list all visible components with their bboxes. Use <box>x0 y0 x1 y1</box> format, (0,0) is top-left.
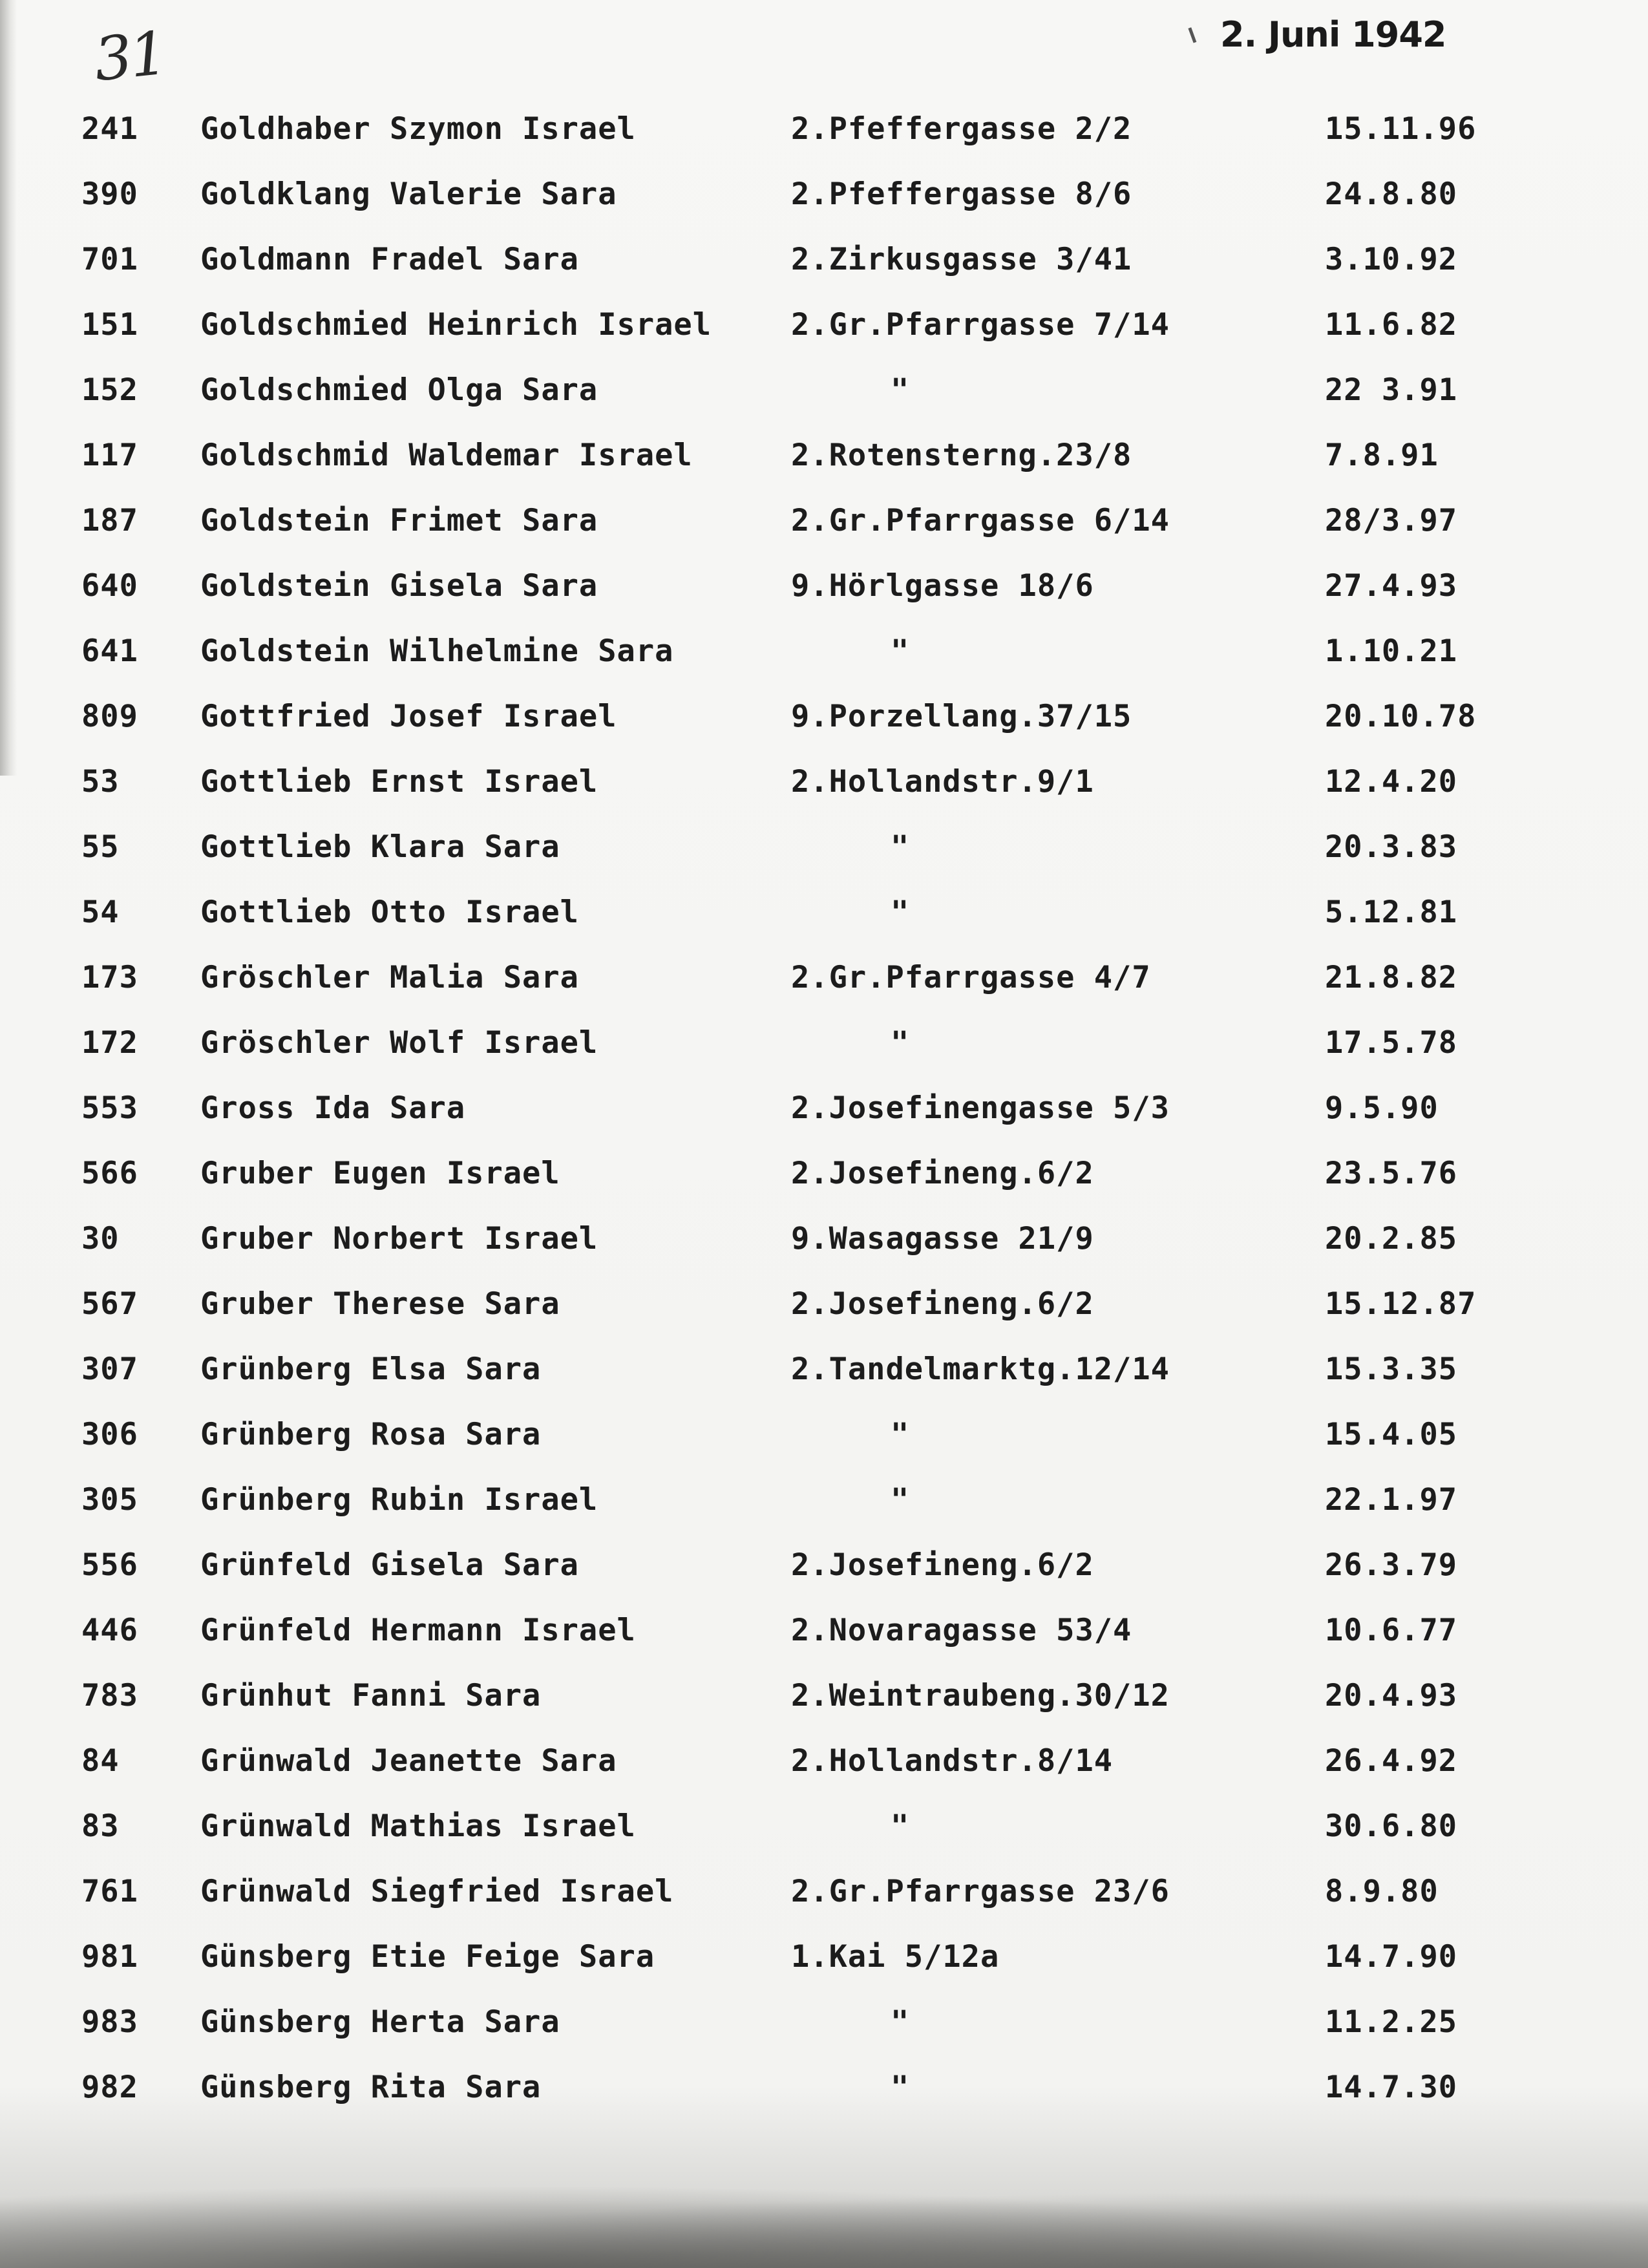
person-name: Goldstein Gisela Sara <box>200 568 598 604</box>
entry-number: 30 <box>81 1221 120 1256</box>
birth-date: 14.7.90 <box>1325 1939 1458 1975</box>
entry-number: 172 <box>81 1025 138 1061</box>
person-name: Gottlieb Ernst Israel <box>200 764 598 800</box>
address: 2.Gr.Pfarrgasse 6/14 <box>791 503 1170 538</box>
entry-number: 152 <box>81 372 138 408</box>
birth-date: 24.8.80 <box>1325 176 1458 212</box>
address: " <box>891 1482 910 1518</box>
birth-date: 23.5.76 <box>1325 1156 1458 1191</box>
address: 9.Porzellang.37/15 <box>791 699 1132 734</box>
address: 2.Tandelmarktg.12/14 <box>791 1351 1170 1387</box>
list-row <box>0 624 1648 690</box>
person-name: Goldschmied Heinrich Israel <box>200 307 712 343</box>
list-row <box>0 1408 1648 1473</box>
birth-date: 11.6.82 <box>1325 307 1458 343</box>
list-row <box>0 1604 1648 1669</box>
list-row <box>0 233 1648 298</box>
entry-number: 307 <box>81 1351 138 1387</box>
address: 9.Hörlgasse 18/6 <box>791 568 1094 604</box>
list-row <box>0 1081 1648 1147</box>
birth-date: 1.10.21 <box>1325 633 1458 669</box>
address: 2.Hollandstr.8/14 <box>791 1743 1114 1779</box>
entry-number: 553 <box>81 1090 138 1126</box>
person-name: Grünberg Elsa Sara <box>200 1351 542 1387</box>
address: 2.Pfeffergasse 8/6 <box>791 176 1132 212</box>
address: 2.Zirkusgasse 3/41 <box>791 242 1132 277</box>
address: 2.Josefinengasse 5/3 <box>791 1090 1170 1126</box>
entry-number: 187 <box>81 503 138 538</box>
entry-number: 390 <box>81 176 138 212</box>
list-row <box>0 820 1648 885</box>
entry-number: 117 <box>81 438 138 473</box>
address: " <box>891 2070 910 2105</box>
person-name: Goldmann Fradel Sara <box>200 242 579 277</box>
person-name: Grünberg Rosa Sara <box>200 1417 542 1452</box>
list-row <box>0 1342 1648 1408</box>
address: 2.Josefineng.6/2 <box>791 1547 1094 1583</box>
person-name: Gruber Norbert Israel <box>200 1221 598 1256</box>
person-name: Günsberg Herta Sara <box>200 2004 560 2040</box>
address: " <box>891 829 910 865</box>
list-row <box>0 690 1648 755</box>
person-name: Grünwald Siegfried Israel <box>200 1874 674 1909</box>
person-name: Grünwald Mathias Israel <box>200 1808 636 1844</box>
address: " <box>891 895 910 930</box>
person-name: Grünfeld Gisela Sara <box>200 1547 579 1583</box>
scan-bottom-shadow <box>0 2171 1648 2268</box>
address: 2.Josefineng.6/2 <box>791 1286 1094 1322</box>
birth-date: 26.3.79 <box>1325 1547 1458 1583</box>
person-name: Grünfeld Hermann Israel <box>200 1613 636 1648</box>
entry-number: 55 <box>81 829 120 865</box>
list-row <box>0 363 1648 429</box>
birth-date: 20.2.85 <box>1325 1221 1458 1256</box>
birth-date: 15.12.87 <box>1325 1286 1477 1322</box>
birth-date: 14.7.30 <box>1325 2070 1458 2105</box>
address: 2.Rotensterng.23/8 <box>791 438 1132 473</box>
list-row <box>0 167 1648 233</box>
entry-number: 641 <box>81 633 138 669</box>
entry-number: 640 <box>81 568 138 604</box>
entry-number: 54 <box>81 895 120 930</box>
person-name: Gröschler Wolf Israel <box>200 1025 598 1061</box>
person-name: Grünberg Rubin Israel <box>200 1482 598 1518</box>
birth-date: 22.1.97 <box>1325 1482 1458 1518</box>
birth-date: 8.9.80 <box>1325 1874 1439 1909</box>
handwritten-page-number: 31 <box>90 18 169 95</box>
entry-number: 84 <box>81 1743 120 1779</box>
entry-number: 809 <box>81 699 138 734</box>
birth-date: 30.6.80 <box>1325 1808 1458 1844</box>
birth-date: 20.3.83 <box>1325 829 1458 865</box>
list-row <box>0 1277 1648 1342</box>
entry-number: 53 <box>81 764 120 800</box>
list-row <box>0 494 1648 559</box>
birth-date: 21.8.82 <box>1325 960 1458 995</box>
birth-date: 17.5.78 <box>1325 1025 1458 1061</box>
list-row <box>0 298 1648 363</box>
address: " <box>891 372 910 408</box>
entry-number: 983 <box>81 2004 138 2040</box>
address: " <box>891 1025 910 1061</box>
address: 1.Kai 5/12a <box>791 1939 1000 1975</box>
address: 2.Gr.Pfarrgasse 23/6 <box>791 1874 1170 1909</box>
birth-date: 15.11.96 <box>1325 111 1477 147</box>
list-row <box>0 1734 1648 1799</box>
person-name: Grünhut Fanni Sara <box>200 1678 542 1713</box>
address: 2.Novaragasse 53/4 <box>791 1613 1132 1648</box>
birth-date: 22 3.91 <box>1325 372 1458 408</box>
list-row <box>0 1473 1648 1538</box>
birth-date: 3.10.92 <box>1325 242 1458 277</box>
entry-number: 173 <box>81 960 138 995</box>
address: 2.Pfeffergasse 2/2 <box>791 111 1132 147</box>
deportation-list <box>0 102 1648 2126</box>
person-name: Gross Ida Sara <box>200 1090 466 1126</box>
address: " <box>891 2004 910 2040</box>
list-row <box>0 2061 1648 2126</box>
entry-number: 981 <box>81 1939 138 1975</box>
entry-number: 783 <box>81 1678 138 1713</box>
person-name: Gruber Eugen Israel <box>200 1156 560 1191</box>
entry-number: 556 <box>81 1547 138 1583</box>
entry-number: 306 <box>81 1417 138 1452</box>
date-stamp: 2. Juni 1942 <box>1220 14 1446 55</box>
birth-date: 15.3.35 <box>1325 1351 1458 1387</box>
person-name: Goldschmied Olga Sara <box>200 372 598 408</box>
entry-number: 83 <box>81 1808 120 1844</box>
entry-number: 241 <box>81 111 138 147</box>
birth-date: 10.6.77 <box>1325 1613 1458 1648</box>
person-name: Goldstein Frimet Sara <box>200 503 598 538</box>
birth-date: 20.4.93 <box>1325 1678 1458 1713</box>
birth-date: 12.4.20 <box>1325 764 1458 800</box>
address: " <box>891 633 910 669</box>
birth-date: 5.12.81 <box>1325 895 1458 930</box>
person-name: Goldklang Valerie Sara <box>200 176 617 212</box>
address: " <box>891 1417 910 1452</box>
birth-date: 11.2.25 <box>1325 2004 1458 2040</box>
person-name: Gröschler Malia Sara <box>200 960 579 995</box>
list-row <box>0 1147 1648 1212</box>
entry-number: 305 <box>81 1482 138 1518</box>
person-name: Günsberg Rita Sara <box>200 2070 542 2105</box>
birth-date: 7.8.91 <box>1325 438 1439 473</box>
person-name: Goldschmid Waldemar Israel <box>200 438 693 473</box>
address: 2.Hollandstr.9/1 <box>791 764 1094 800</box>
list-row <box>0 429 1648 494</box>
address: 2.Weintraubeng.30/12 <box>791 1678 1170 1713</box>
person-name: Gottfried Josef Israel <box>200 699 617 734</box>
person-name: Gottlieb Klara Sara <box>200 829 560 865</box>
birth-date: 9.5.90 <box>1325 1090 1439 1126</box>
entry-number: 761 <box>81 1874 138 1909</box>
person-name: Gottlieb Otto Israel <box>200 895 579 930</box>
entry-number: 446 <box>81 1613 138 1648</box>
birth-date: 27.4.93 <box>1325 568 1458 604</box>
entry-number: 701 <box>81 242 138 277</box>
address: " <box>891 1808 910 1844</box>
person-name: Goldhaber Szymon Israel <box>200 111 636 147</box>
birth-date: 28/3.97 <box>1325 503 1458 538</box>
address: 2.Josefineng.6/2 <box>791 1156 1094 1191</box>
list-row <box>0 951 1648 1016</box>
birth-date: 15.4.05 <box>1325 1417 1458 1452</box>
stamp-mark <box>1188 24 1205 43</box>
list-row <box>0 755 1648 820</box>
list-row <box>0 1799 1648 1865</box>
list-row <box>0 1930 1648 1995</box>
list-row <box>0 102 1648 167</box>
address: 2.Gr.Pfarrgasse 7/14 <box>791 307 1170 343</box>
address: 2.Gr.Pfarrgasse 4/7 <box>791 960 1151 995</box>
entry-number: 982 <box>81 2070 138 2105</box>
list-row <box>0 1995 1648 2061</box>
birth-date: 26.4.92 <box>1325 1743 1458 1779</box>
list-row <box>0 559 1648 624</box>
address: 9.Wasagasse 21/9 <box>791 1221 1094 1256</box>
person-name: Grünwald Jeanette Sara <box>200 1743 617 1779</box>
person-name: Goldstein Wilhelmine Sara <box>200 633 674 669</box>
entry-number: 151 <box>81 307 138 343</box>
birth-date: 20.10.78 <box>1325 699 1477 734</box>
list-row <box>0 1669 1648 1734</box>
list-row <box>0 1538 1648 1604</box>
list-row <box>0 885 1648 951</box>
list-row <box>0 1212 1648 1277</box>
entry-number: 567 <box>81 1286 138 1322</box>
entry-number: 566 <box>81 1156 138 1191</box>
list-row <box>0 1016 1648 1081</box>
person-name: Gruber Therese Sara <box>200 1286 560 1322</box>
person-name: Günsberg Etie Feige Sara <box>200 1939 655 1975</box>
list-row <box>0 1865 1648 1930</box>
